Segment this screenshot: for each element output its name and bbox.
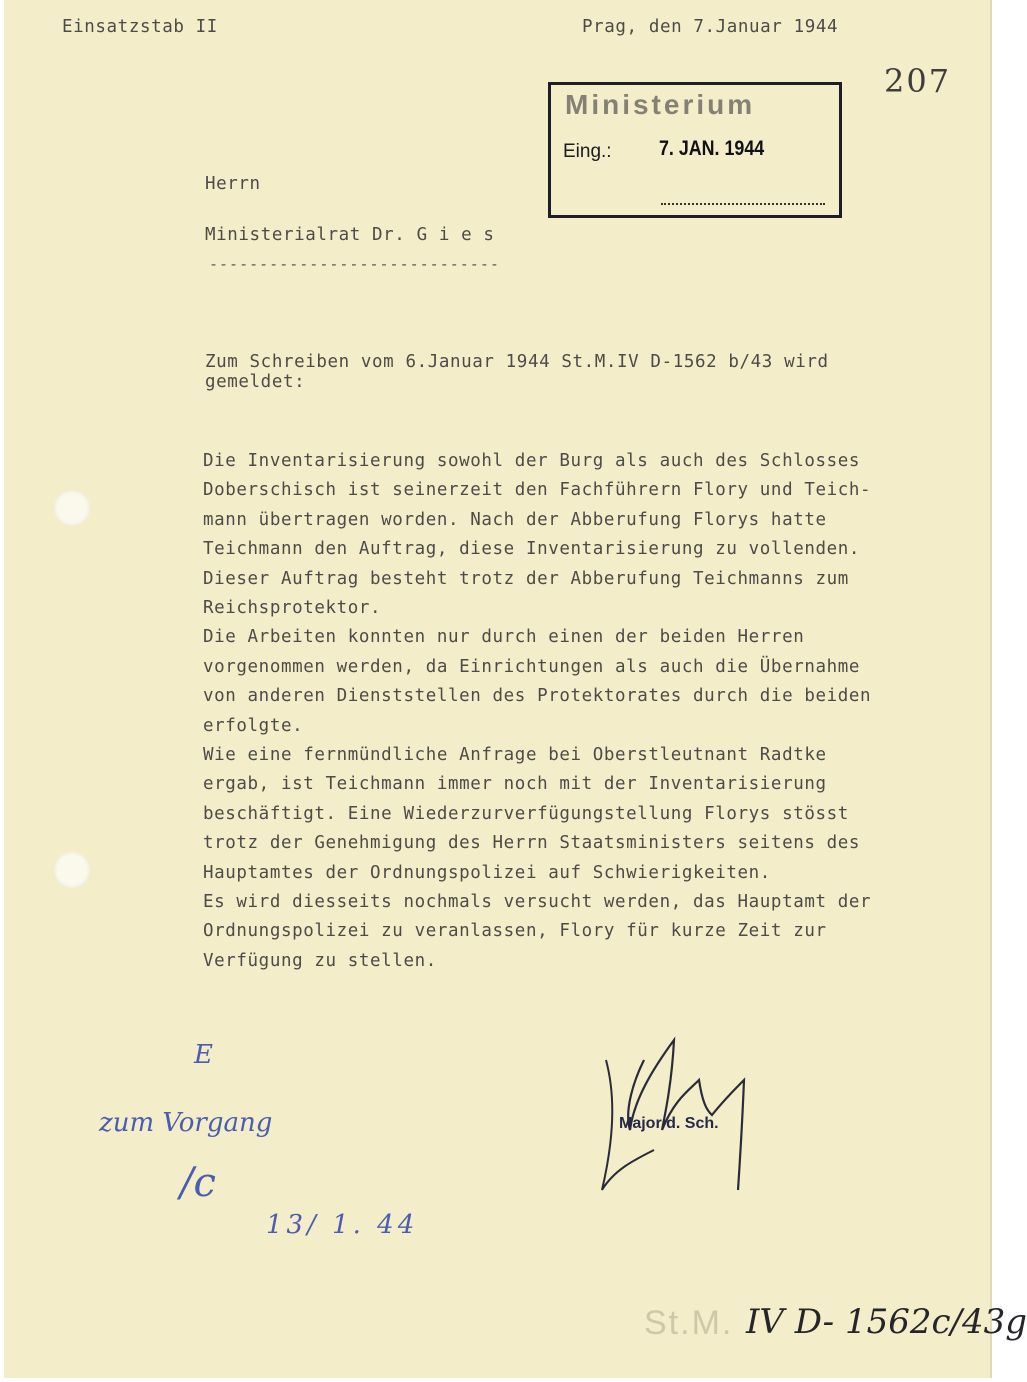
place-date: Prag, den 7.Januar 1944	[582, 17, 839, 37]
body-line: Reichsprotektor.	[203, 598, 382, 618]
body-line: Die Arbeiten konnten nur durch einen der beiden Herren	[203, 627, 805, 648]
body-line: Verfügung zu stellen.	[203, 950, 437, 971]
body-line: Teichmann den Auftrag, diese Inventarisierung zu vollenden.	[203, 539, 861, 560]
punch-hole-bottom	[54, 852, 90, 888]
sender-unit: Einsatzstab II	[62, 17, 218, 37]
handwritten-note: zum Vorgang	[99, 1108, 273, 1138]
body-line: von anderen Dienststellen des Protektorates durch die beiden	[203, 686, 872, 707]
signature-scrawl	[594, 1020, 774, 1200]
stamp-label: Eing.:	[563, 141, 612, 162]
page-number: 207	[884, 62, 952, 100]
body-line: Ordnungspolizei zu veranlassen, Flory für kurze Zeit zur	[203, 921, 827, 942]
receipt-stamp	[548, 82, 842, 218]
body-line: mann übertragen worden. Nach der Abberufung Florys hatte	[203, 509, 827, 530]
body-line: Wie eine fernmündliche Anfrage bei Oberstleutnant Radtke	[203, 745, 827, 765]
handwritten-mark: E	[194, 1040, 213, 1070]
intro-line: gemeldet:	[205, 372, 306, 392]
body-line: Doberschisch ist seinerzeit den Fachführern Flory und Teich-	[203, 480, 872, 501]
handwritten-initial: /c	[180, 1160, 216, 1206]
stamp-date: 7. JAN. 1944	[659, 137, 765, 160]
body-line: Hauptamtes der Ordnungspolizei auf Schwierigkeiten.	[203, 862, 771, 883]
body-line: beschäftigt. Eine Wiederzurverfügungstellung Florys stösst	[203, 803, 849, 824]
addressee-underline: -----------------------------	[209, 255, 500, 273]
body-line: Es wird diesseits nochmals versucht werden, das Hauptamt der	[203, 892, 872, 912]
signature-rank: Major d. Sch.	[619, 1115, 719, 1132]
faint-reference-stamp: St.M.	[644, 1304, 734, 1342]
file-reference-number: IV D- 1562c/43g	[746, 1302, 1027, 1342]
addressee-salutation: Herrn	[205, 174, 261, 194]
stamp-dotted-line	[661, 203, 825, 205]
body-line: Dieser Auftrag besteht trotz der Abberufung Teichmanns zum	[203, 568, 849, 589]
stamp-title: Ministerium	[565, 89, 756, 120]
body-line: Die Inventarisierung sowohl der Burg als auch des Schlosses	[203, 451, 861, 471]
handwritten-date: 13/ 1. 44	[266, 1210, 419, 1240]
intro-line: Zum Schreiben vom 6.Januar 1944 St.M.IV D-1562 b/43 wird	[205, 352, 829, 372]
body-line: trotz der Genehmigung des Herrn Staatsministers seitens des	[203, 833, 861, 854]
body-line: erfolgte.	[203, 715, 304, 736]
body-line: vorgenommen werden, da Einrichtungen als auch die Übernahme	[203, 656, 861, 677]
addressee-name: Ministerialrat Dr. G i e s	[205, 225, 495, 245]
punch-hole-top	[54, 490, 90, 526]
letter-page	[4, 0, 1027, 1378]
body-line: ergab, ist Teichmann immer noch mit der Inventarisierung	[203, 774, 827, 795]
